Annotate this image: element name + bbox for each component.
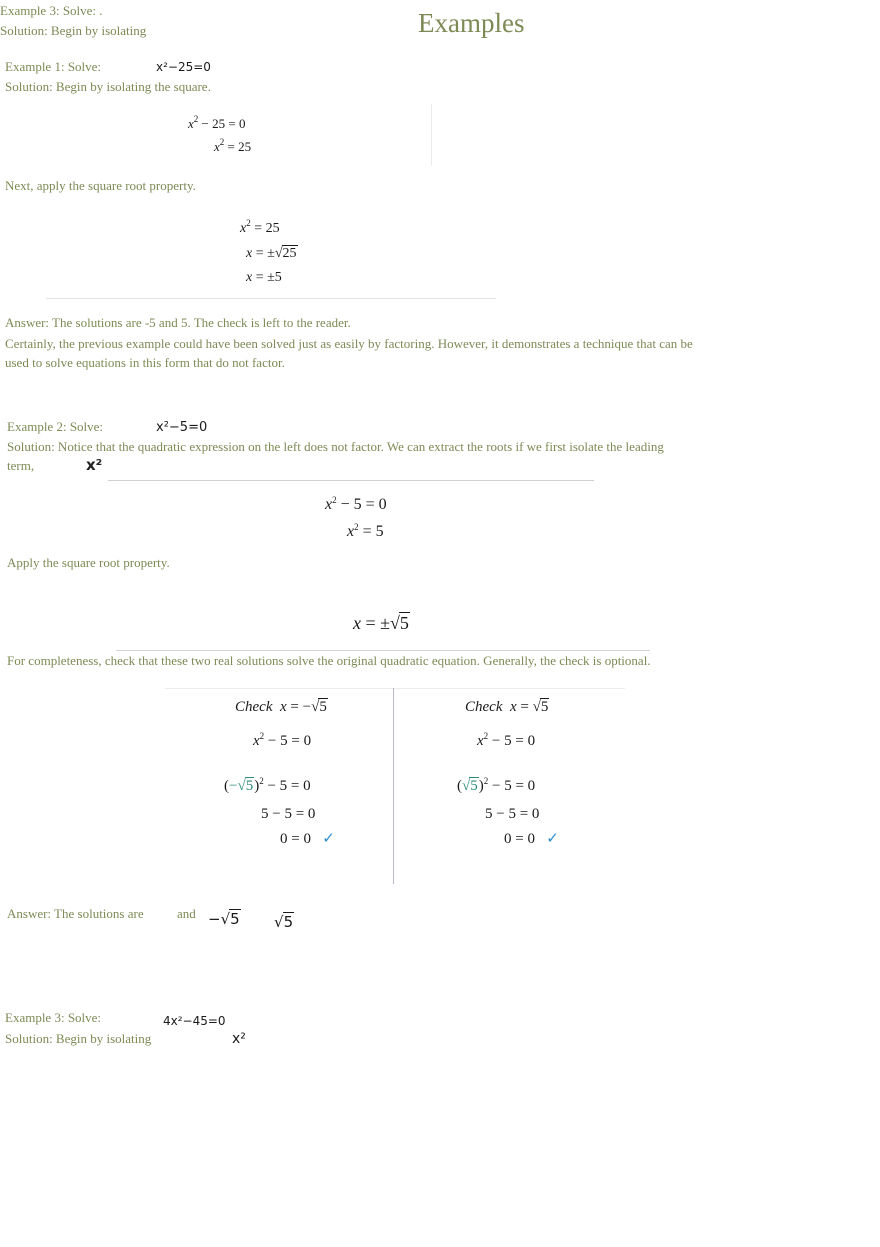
example-2-answer-neg-root: −√5: [208, 910, 240, 928]
check-right-line-2: $(√5)^2 - 5 = 0$: [457, 776, 536, 794]
divider-horizontal: [108, 480, 594, 481]
page-title: Examples: [418, 8, 525, 38]
example-2-apply-text: Apply the square root property.: [7, 555, 170, 570]
divider-horizontal: [46, 298, 496, 299]
example-2-answer-text: Answer: The solutions are: [7, 906, 144, 921]
divider-vertical: [431, 104, 432, 166]
example-2-answer-root: √5: [274, 913, 294, 931]
checkmark-icon: ✓: [322, 831, 335, 847]
example-1-next-text: Next, apply the square root property.: [5, 178, 196, 193]
corner-line-2: Solution: Begin by isolating: [0, 23, 147, 38]
example-1-solution-intro: Solution: Begin by isolating the square.: [5, 79, 211, 94]
example-1-step-2: $x^2 = 25$: [214, 137, 252, 154]
example-2-step-2: $x^2 = 5$: [347, 522, 384, 540]
example-1-step-4: x = ±√25: [246, 246, 297, 261]
example-3-equation: 4x²−45=0: [163, 1014, 226, 1028]
check-right-line-4: 0 = 0 ✓: [504, 831, 559, 847]
example-2-solution-intro: Solution: Notice that the quadratic expression on the left does not factor. We can extract the roots if we first isolate the leading term,: [7, 439, 664, 473]
example-2-step-1: $x^2 - 5 = 0$: [325, 495, 387, 513]
example-1-equation: x²−25=0: [156, 60, 211, 74]
example-1-step-1: $x^2 - 25 = 0$: [188, 114, 246, 131]
example-1-label: Example 1: Solve:: [5, 59, 102, 74]
check-left-heading: Check x = −√5: [235, 699, 327, 715]
example-3-solution-intro: Solution: Begin by isolating: [5, 1031, 152, 1046]
example-1-step-5: x = ±5: [246, 270, 282, 285]
check-divider: [393, 688, 394, 884]
check-left-line-1: $x^2 - 5 = 0$: [253, 731, 312, 749]
corner-line-1: Example 3: Solve: .: [0, 3, 103, 18]
check-right-line-1: $x^2 - 5 = 0$: [477, 731, 536, 749]
check-right-heading: Check x = √5: [465, 699, 549, 715]
example-2-equation: x²−5=0: [156, 420, 208, 435]
check-left-line-3: 5 − 5 = 0: [261, 806, 316, 822]
checkmark-icon: ✓: [546, 831, 559, 847]
example-2-leading-term: x²: [86, 456, 103, 474]
example-3-term: x²: [232, 1031, 246, 1047]
example-2-label: Example 2: Solve:: [7, 419, 104, 434]
example-3-label: Example 3: Solve:: [5, 1010, 102, 1025]
example-2-result: x = ±√5: [353, 613, 409, 633]
check-right-line-3: 5 − 5 = 0: [485, 806, 540, 822]
check-left-line-4: 0 = 0 ✓: [280, 831, 335, 847]
example-2-completeness: For completeness, check that these two real solutions solve the original quadratic equation. Generally, the check is optional.: [7, 653, 651, 668]
example-2-answer-and: and: [177, 906, 196, 921]
example-1-step-3: $x^2 = 25$: [240, 218, 280, 236]
divider-horizontal: [116, 650, 650, 651]
example-1-answer: Answer: The solutions are -5 and 5. The check is left to the reader.: [5, 315, 351, 330]
example-1-note: Certainly, the previous example could have been solved just as easily by factoring. However, it demonstrates a technique that can be used to solve equations in this form that do not factor.: [5, 336, 693, 370]
check-left-line-2: $(-√5)^2 - 5 = 0$: [224, 776, 311, 794]
